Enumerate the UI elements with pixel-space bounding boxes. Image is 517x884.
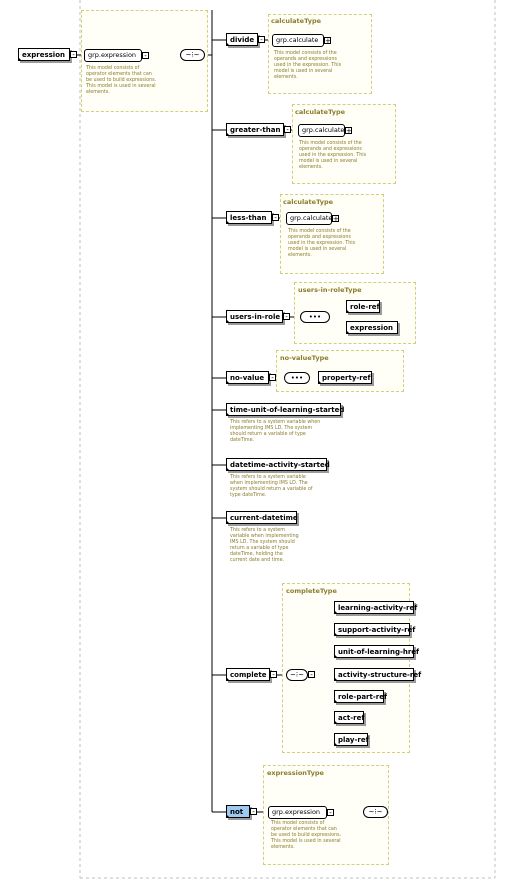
sequence-compositor-icon[interactable]: ••• [284,372,310,384]
expand-icon[interactable]: + [333,215,339,223]
group-calculate[interactable]: grp.calculate [272,34,324,47]
element-complete[interactable]: complete [226,668,270,681]
type-name: no-valueType [280,354,329,362]
expand-icon[interactable]: + [346,127,352,135]
type-annotation: This model consists of the operands and expressions used in the expression. This model is used in several elements. [299,141,367,170]
expand-icon[interactable]: - [142,52,149,59]
choice-compositor-icon[interactable]: ~⁝~ [363,806,388,818]
expand-icon[interactable]: - [70,51,77,58]
element-role-ref[interactable]: role-ref [346,300,380,313]
expand-icon[interactable]: - [269,374,276,381]
element-divide[interactable]: divide [226,33,258,46]
type-name: users-in-roleType [298,286,362,294]
element-expression[interactable]: expression [346,321,398,334]
group-calculate[interactable]: grp.calculate [298,124,345,137]
sequence-compositor-icon[interactable]: ••• [300,311,330,323]
type-name: completeType [286,587,337,595]
expand-icon[interactable]: - [250,808,257,815]
choice-compositor-icon[interactable]: ~⁝~ [286,669,308,681]
element-play-ref[interactable]: play-ref [334,733,368,746]
type-name: calculateType [271,17,322,25]
element-support-activity-ref[interactable]: support-activity-ref [334,623,410,636]
type-name: calculateType [283,198,334,206]
element-learning-activity-ref[interactable]: learning-activity-ref [334,601,414,614]
element-not[interactable]: not [226,805,250,818]
element-property-ref[interactable]: property-ref [318,371,372,384]
not-annotation: This model consists of operator elements that can be used to build expressions. This model is used in several elements. [271,821,342,850]
element-less-than[interactable]: less-than [226,211,272,224]
annotation: This refers to a system variable when implementing IMS LD. The system should return a variable of type dateTime. [230,475,313,498]
type-annotation: This model consists of the operands and expressions used in the expression. This model is used in several elements. [288,229,356,258]
type-annotation: This model consists of the operands and expressions used in the expression. This model is used in several elements. [274,51,342,80]
element-act-ref[interactable]: act-ref [334,711,364,724]
type-name: expressionType [267,769,324,777]
expand-icon[interactable]: - [327,809,334,816]
expand-icon[interactable]: - [284,126,291,133]
root-expression-element[interactable] [18,48,70,61]
element-datetime-activity-started[interactable]: datetime-activity-started [226,458,327,471]
group-expression[interactable]: grp.expression [84,49,142,62]
element-current-datetime[interactable]: current-datetime [226,511,297,524]
element-unit-of-learning-href[interactable]: unit-of-learning-href [334,645,414,658]
annotation: This refers to a system variable when implementing IMS LD. The system should return a variable of type dateTime. [230,420,321,443]
element-activity-structure-ref[interactable]: activity-structure-ref [334,668,414,681]
expand-icon[interactable]: - [308,671,315,678]
element-greater-than[interactable]: greater-than [226,123,284,136]
group-calculate[interactable]: grp.calculate [286,212,332,225]
group-expression[interactable]: grp.expression [268,806,327,819]
element-no-value[interactable]: no-value [226,371,269,384]
expand-icon[interactable]: - [258,36,265,43]
expand-icon[interactable]: + [325,37,331,45]
expand-icon[interactable]: - [272,214,279,221]
root-annotation: This model consists of operator elements that can be used to build expressions. This model is used in several elements. [86,66,157,95]
expand-icon[interactable]: - [270,671,277,678]
expand-icon[interactable]: - [283,313,290,320]
choice-compositor-icon[interactable]: ~⁝~ [180,49,205,61]
element-users-in-role[interactable]: users-in-role [226,310,283,323]
element-time-unit-of-learning-started[interactable]: time-unit-of-learning-started [226,403,341,416]
element-label: expression [22,51,65,59]
annotation: This refers to a system variable when implementing IMS LD. The system should return a variable of type dateTime, holding the current date and time. [230,528,299,563]
type-name: calculateType [295,108,346,116]
element-role-part-ref[interactable]: role-part-ref [334,690,384,703]
